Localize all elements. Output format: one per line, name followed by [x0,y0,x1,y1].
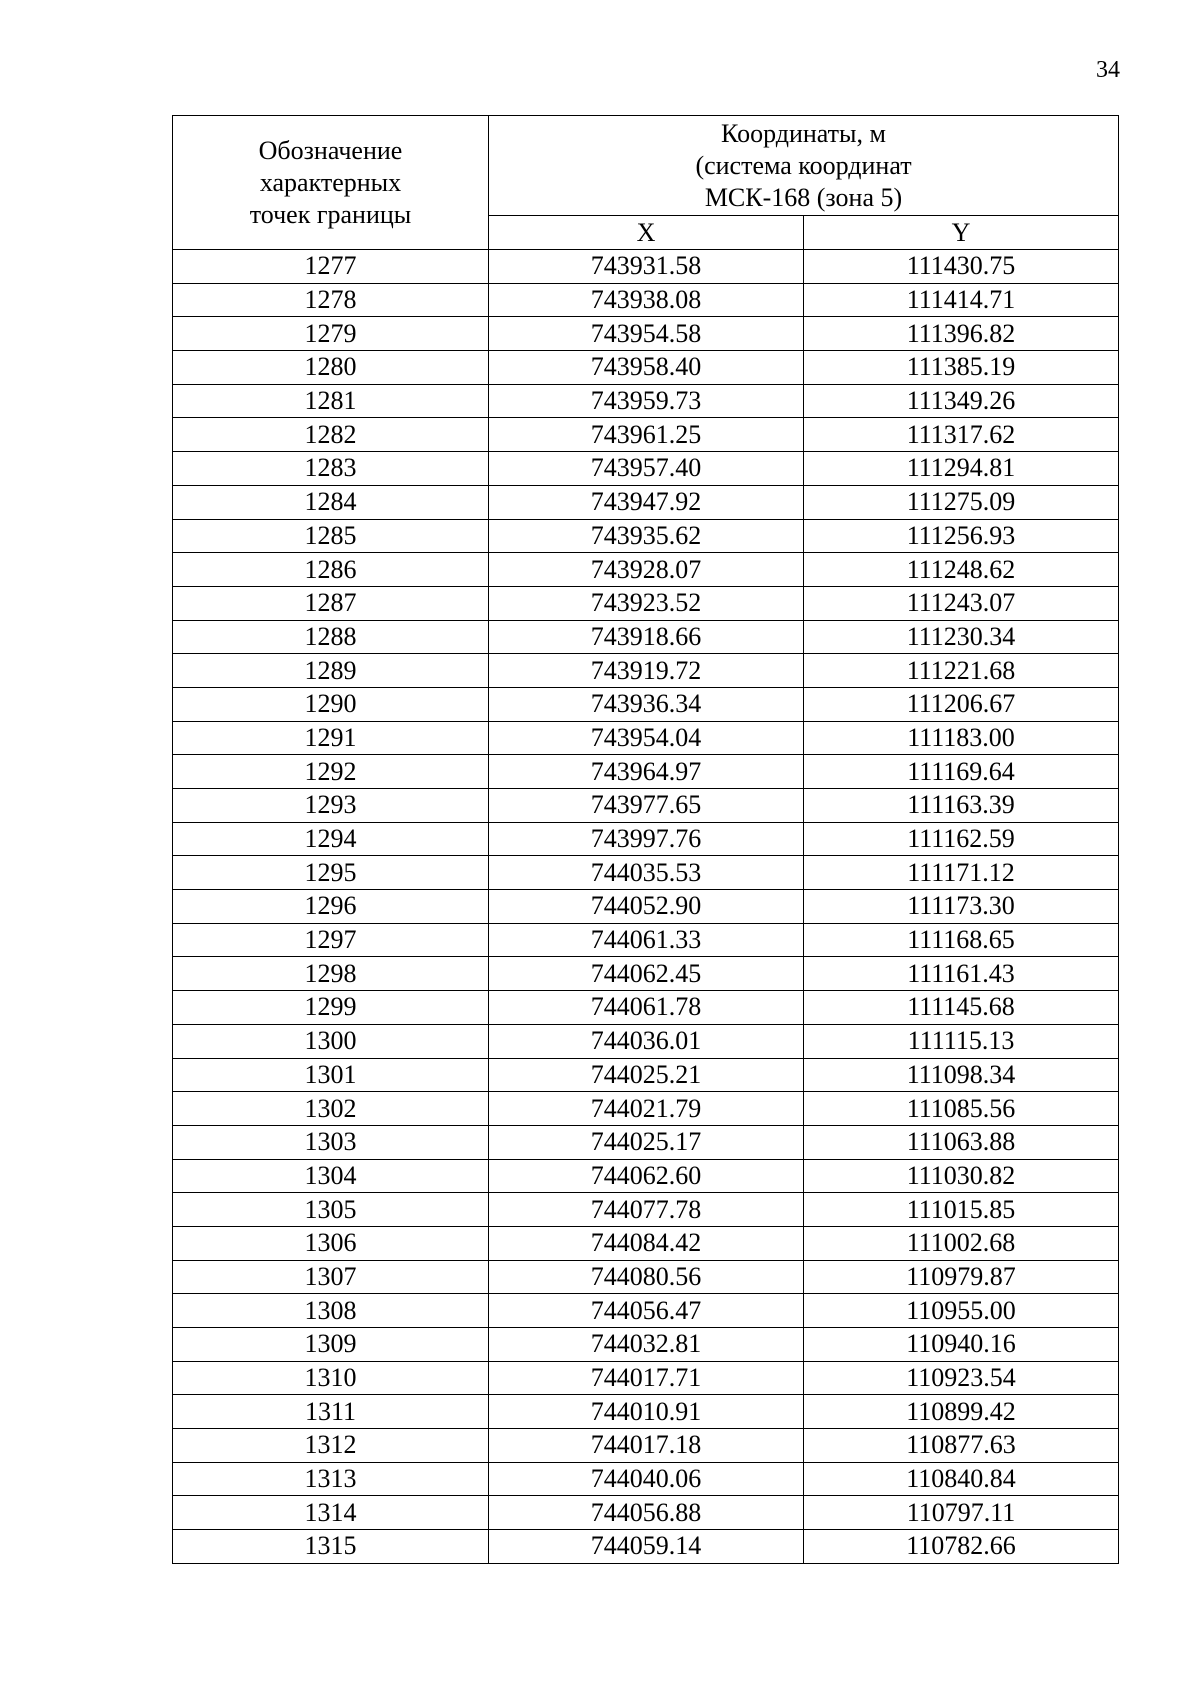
x-coordinate-cell: 744017.71 [489,1361,804,1395]
x-coordinate-cell: 744077.78 [489,1193,804,1227]
point-number-cell: 1289 [173,654,489,688]
y-coordinate-cell: 111002.68 [804,1226,1119,1260]
y-coordinate-cell: 111206.67 [804,687,1119,721]
point-number-cell: 1285 [173,519,489,553]
point-number-cell: 1301 [173,1058,489,1092]
table-row [173,923,1119,957]
x-coordinate-cell: 743964.97 [489,755,804,789]
point-number-cell: 1313 [173,1462,489,1496]
point-number-cell: 1296 [173,890,489,924]
y-coordinate-cell: 111168.65 [804,923,1119,957]
table-row [173,1260,1119,1294]
point-number-cell: 1277 [173,250,489,284]
x-coordinate-cell: 743938.08 [489,283,804,317]
point-number-cell: 1302 [173,1092,489,1126]
point-number-cell: 1315 [173,1530,489,1564]
table-row [173,1395,1119,1429]
point-number-cell: 1314 [173,1496,489,1530]
x-coordinate-cell: 744056.47 [489,1294,804,1328]
x-coordinate-cell: 744035.53 [489,856,804,890]
point-designation-header [173,116,489,250]
header-line: характерных [259,167,402,197]
table-row [173,1462,1119,1496]
x-coordinate-cell: 743935.62 [489,519,804,553]
table-row [173,1294,1119,1328]
y-coordinate-cell: 111063.88 [804,1125,1119,1159]
table-row [173,957,1119,991]
point-number-cell: 1310 [173,1361,489,1395]
table-row [173,250,1119,284]
table-body [173,250,1119,1564]
x-coordinate-cell: 744032.81 [489,1328,804,1362]
table-row [173,890,1119,924]
x-coordinate-cell: 743959.73 [489,384,804,418]
y-coordinate-cell: 111085.56 [804,1092,1119,1126]
y-coordinate-cell: 110877.63 [804,1429,1119,1463]
table-row [173,418,1119,452]
point-number-cell: 1280 [173,351,489,385]
y-coordinate-cell: 111169.64 [804,755,1119,789]
y-coordinate-cell: 110840.84 [804,1462,1119,1496]
y-coordinate-cell: 111414.71 [804,283,1119,317]
table-header [173,116,1119,250]
table-row [173,452,1119,486]
table-row [173,1496,1119,1530]
header-line: (система координат [695,150,912,180]
y-coordinate-cell: 111317.62 [804,418,1119,452]
point-number-cell: 1283 [173,452,489,486]
table-row [173,991,1119,1025]
x-coordinate-cell: 744010.91 [489,1395,804,1429]
y-coordinate-cell: 111230.34 [804,620,1119,654]
x-coordinate-cell: 744080.56 [489,1260,804,1294]
y-coordinate-cell: 110955.00 [804,1294,1119,1328]
y-coordinate-cell: 111248.62 [804,553,1119,587]
table-row [173,1058,1119,1092]
table-row [173,1429,1119,1463]
y-coordinate-cell: 111015.85 [804,1193,1119,1227]
point-number-cell: 1292 [173,755,489,789]
x-coordinate-cell: 744062.60 [489,1159,804,1193]
table-row [173,351,1119,385]
x-coordinate-cell: 743977.65 [489,789,804,823]
table-row [173,1125,1119,1159]
x-coordinate-cell: 744056.88 [489,1496,804,1530]
x-coordinate-cell: 743958.40 [489,351,804,385]
x-coordinate-cell: 743961.25 [489,418,804,452]
table-row [173,485,1119,519]
table-row [173,1361,1119,1395]
table-row [173,519,1119,553]
header-line: Координаты, м [721,118,886,148]
point-number-cell: 1297 [173,923,489,957]
point-number-cell: 1309 [173,1328,489,1362]
point-number-cell: 1295 [173,856,489,890]
x-coordinate-cell: 743918.66 [489,620,804,654]
x-coordinate-cell: 743923.52 [489,586,804,620]
point-number-cell: 1299 [173,991,489,1025]
y-coordinate-cell: 111349.26 [804,384,1119,418]
point-number-cell: 1304 [173,1159,489,1193]
y-coordinate-cell: 111183.00 [804,721,1119,755]
x-coordinate-cell: 744025.17 [489,1125,804,1159]
y-coordinate-cell: 110899.42 [804,1395,1119,1429]
x-coordinate-cell: 744061.78 [489,991,804,1025]
point-number-cell: 1291 [173,721,489,755]
x-coordinate-cell: 744025.21 [489,1058,804,1092]
x-column-header: X [489,216,804,250]
y-coordinate-cell: 111396.82 [804,317,1119,351]
point-number-cell: 1284 [173,485,489,519]
point-number-cell: 1287 [173,586,489,620]
page-number: 34 [1096,57,1120,83]
y-coordinate-cell: 111163.39 [804,789,1119,823]
header-line: точек границы [249,199,412,229]
y-coordinate-cell: 111385.19 [804,351,1119,385]
table-row [173,553,1119,587]
y-coordinate-cell: 111294.81 [804,452,1119,486]
x-coordinate-cell: 744052.90 [489,890,804,924]
x-coordinate-cell: 744036.01 [489,1024,804,1058]
table-row [173,721,1119,755]
y-coordinate-cell: 111161.43 [804,957,1119,991]
coordinates-table [172,115,1119,1564]
point-number-cell: 1308 [173,1294,489,1328]
table-row [173,1226,1119,1260]
x-coordinate-cell: 743936.34 [489,687,804,721]
point-number-cell: 1307 [173,1260,489,1294]
table-row [173,687,1119,721]
point-number-cell: 1303 [173,1125,489,1159]
x-coordinate-cell: 744017.18 [489,1429,804,1463]
x-coordinate-cell: 744059.14 [489,1530,804,1564]
y-coordinate-cell: 111115.13 [804,1024,1119,1058]
table-row [173,1328,1119,1362]
table-row [173,1530,1119,1564]
y-coordinate-cell: 111243.07 [804,586,1119,620]
point-number-cell: 1281 [173,384,489,418]
point-number-cell: 1293 [173,789,489,823]
point-number-cell: 1279 [173,317,489,351]
point-number-cell: 1306 [173,1226,489,1260]
x-coordinate-cell: 744061.33 [489,923,804,957]
point-number-cell: 1305 [173,1193,489,1227]
table-row [173,620,1119,654]
header-line: МСК-168 (зона 5) [704,182,903,212]
y-coordinate-cell: 111173.30 [804,890,1119,924]
table-row [173,789,1119,823]
table-row [173,283,1119,317]
x-coordinate-cell: 743954.04 [489,721,804,755]
y-coordinate-cell: 111430.75 [804,250,1119,284]
y-coordinate-cell: 110940.16 [804,1328,1119,1362]
table-row [173,822,1119,856]
point-number-cell: 1294 [173,822,489,856]
y-coordinate-cell: 110979.87 [804,1260,1119,1294]
y-coordinate-cell: 111030.82 [804,1159,1119,1193]
table-row [173,317,1119,351]
y-coordinate-cell: 110923.54 [804,1361,1119,1395]
x-coordinate-cell: 743931.58 [489,250,804,284]
y-coordinate-cell: 111145.68 [804,991,1119,1025]
x-coordinate-cell: 744021.79 [489,1092,804,1126]
y-coordinate-cell: 111275.09 [804,485,1119,519]
table-row [173,654,1119,688]
x-coordinate-cell: 743947.92 [489,485,804,519]
table-row [173,1159,1119,1193]
y-coordinate-cell: 111098.34 [804,1058,1119,1092]
x-coordinate-cell: 743954.58 [489,317,804,351]
x-coordinate-cell: 743928.07 [489,553,804,587]
x-coordinate-cell: 743997.76 [489,822,804,856]
y-coordinate-cell: 110797.11 [804,1496,1119,1530]
point-number-cell: 1286 [173,553,489,587]
y-coordinate-cell: 111221.68 [804,654,1119,688]
y-coordinate-cell: 110782.66 [804,1530,1119,1564]
table-row [173,384,1119,418]
point-number-cell: 1278 [173,283,489,317]
x-coordinate-cell: 743957.40 [489,452,804,486]
y-column-header: Y [804,216,1119,250]
point-number-cell: 1288 [173,620,489,654]
point-number-cell: 1282 [173,418,489,452]
table-row [173,1193,1119,1227]
point-number-cell: 1300 [173,1024,489,1058]
table-row [173,586,1119,620]
table-row [173,1092,1119,1126]
x-coordinate-cell: 743919.72 [489,654,804,688]
point-number-cell: 1312 [173,1429,489,1463]
y-coordinate-cell: 111256.93 [804,519,1119,553]
x-coordinate-cell: 744084.42 [489,1226,804,1260]
table-row [173,1024,1119,1058]
y-coordinate-cell: 111171.12 [804,856,1119,890]
x-coordinate-cell: 744040.06 [489,1462,804,1496]
header-line: Обозначение [258,135,403,165]
point-number-cell: 1298 [173,957,489,991]
point-number-cell: 1311 [173,1395,489,1429]
table-row [173,755,1119,789]
point-number-cell: 1290 [173,687,489,721]
y-coordinate-cell: 111162.59 [804,822,1119,856]
x-coordinate-cell: 744062.45 [489,957,804,991]
coordinates-header [489,116,1119,216]
table-row [173,856,1119,890]
